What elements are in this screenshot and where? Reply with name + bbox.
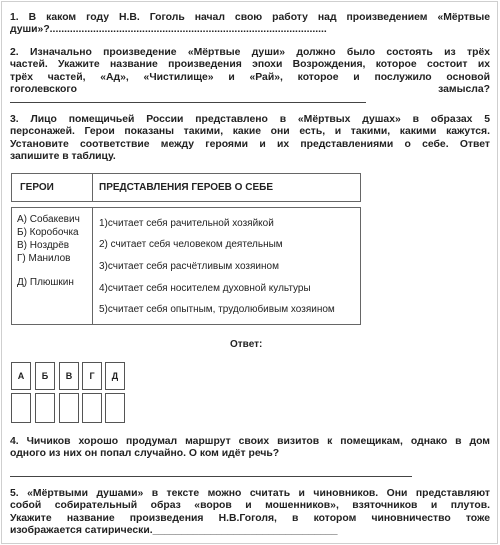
question-1-line-2: души»?................................................................................................ — [10, 24, 327, 36]
view-item: 3)считает себя расчётливым хозяином — [99, 261, 279, 272]
question-2-line-1: 2. Изначально произведение «Мёртвые души» должно было состоять из трёх — [10, 47, 490, 58]
hero-item: Г) Манилов — [17, 253, 71, 264]
view-item: 5)считает себя опытным, трудолюбивым хозяином — [99, 304, 335, 315]
answer-input-cell[interactable] — [35, 393, 55, 423]
hero-item: В) Ноздрёв — [17, 240, 70, 251]
hero-item: А) Собакевич — [17, 214, 80, 225]
question-3-line-1: 3. Лицо помещичьей России представлено в «Мёртвых душах» в образах 5 — [10, 114, 490, 125]
question-4-line-2: одного из них он попал случайно. О ком идёт речь? — [10, 448, 280, 460]
question-2-line-4-end: замысла? — [438, 84, 490, 96]
question-5-line-3: Укажите название произведения Н.В.Гоголя, в котором чиновничество тоже — [10, 512, 490, 524]
view-item: 1)считает себя рачительной хозяйкой — [99, 218, 274, 229]
answer-letter-cell: Д — [105, 362, 125, 390]
question-1 — [10, 12, 490, 37]
answer-label: Ответ: — [230, 339, 263, 350]
table-header-views — [93, 173, 361, 202]
question-3-line-2: персонажей. Герои показаны такими, какие они есть, и такими, какими кажутся. — [10, 126, 490, 138]
view-item: 4)считает себя носителем духовной культуры — [99, 283, 311, 294]
question-3-line-3: Установите соответствие между героями и их представлениями о себе. Ответ — [10, 138, 490, 150]
question-4 — [10, 436, 490, 461]
question-3 — [10, 114, 490, 164]
heroes-cell — [11, 207, 93, 325]
view-item: 2) считает себя человеком деятельным — [99, 239, 283, 250]
answer-input-cell[interactable] — [105, 393, 125, 423]
answer-letter-cell: Г — [82, 362, 102, 390]
answer-input-cell[interactable] — [82, 393, 102, 423]
hero-item: Б) Коробочка — [17, 227, 79, 238]
answer-letter-cell: А — [11, 362, 31, 390]
views-cell — [93, 207, 361, 325]
question-2-line-2: частей. Укажите название произведения эпохи Возрождения, которое состоит их — [10, 59, 490, 71]
question-4-answer-line[interactable] — [10, 476, 412, 477]
question-2-answer-line[interactable] — [10, 102, 366, 103]
question-2-line-3: трёх частей, «Ад», «Чистилище» и «Рай», которое и послужило основой — [10, 71, 490, 83]
question-3-line-4: запишите в таблицу. — [10, 151, 116, 163]
question-5-line-2: собой собирательный образ «воров и мошенников», взяточников и плутов. — [10, 500, 490, 512]
question-2 — [10, 47, 490, 97]
question-5-line-4: изображается сатирически.________________________________ — [10, 525, 338, 537]
views-header-label: ПРЕДСТАВЛЕНИЯ ГЕРОЕВ О СЕБЕ — [99, 182, 273, 193]
answer-letter-cell: В — [59, 362, 79, 390]
question-1-line-1: 1. В каком году Н.В. Гоголь начал свою работу над произведением «Мёртвые — [10, 12, 490, 23]
answer-letter-cell: Б — [35, 362, 55, 390]
question-5-line-1: 5. «Мёртвыми душами» в тексте можно считать и чиновников. Они представляют — [10, 488, 490, 499]
answer-input-cell[interactable] — [59, 393, 79, 423]
answer-input-cell[interactable] — [11, 393, 31, 423]
table-header-heroes — [11, 173, 93, 202]
heroes-header-label: ГЕРОИ — [20, 182, 54, 193]
question-5 — [10, 488, 490, 538]
hero-item: Д) Плюшкин — [17, 277, 74, 288]
question-2-line-4-start: гоголевского — [10, 84, 77, 96]
question-4-line-1: 4. Чичиков хорошо продумал маршрут своих визитов к помещикам, однако в дом — [10, 436, 490, 447]
